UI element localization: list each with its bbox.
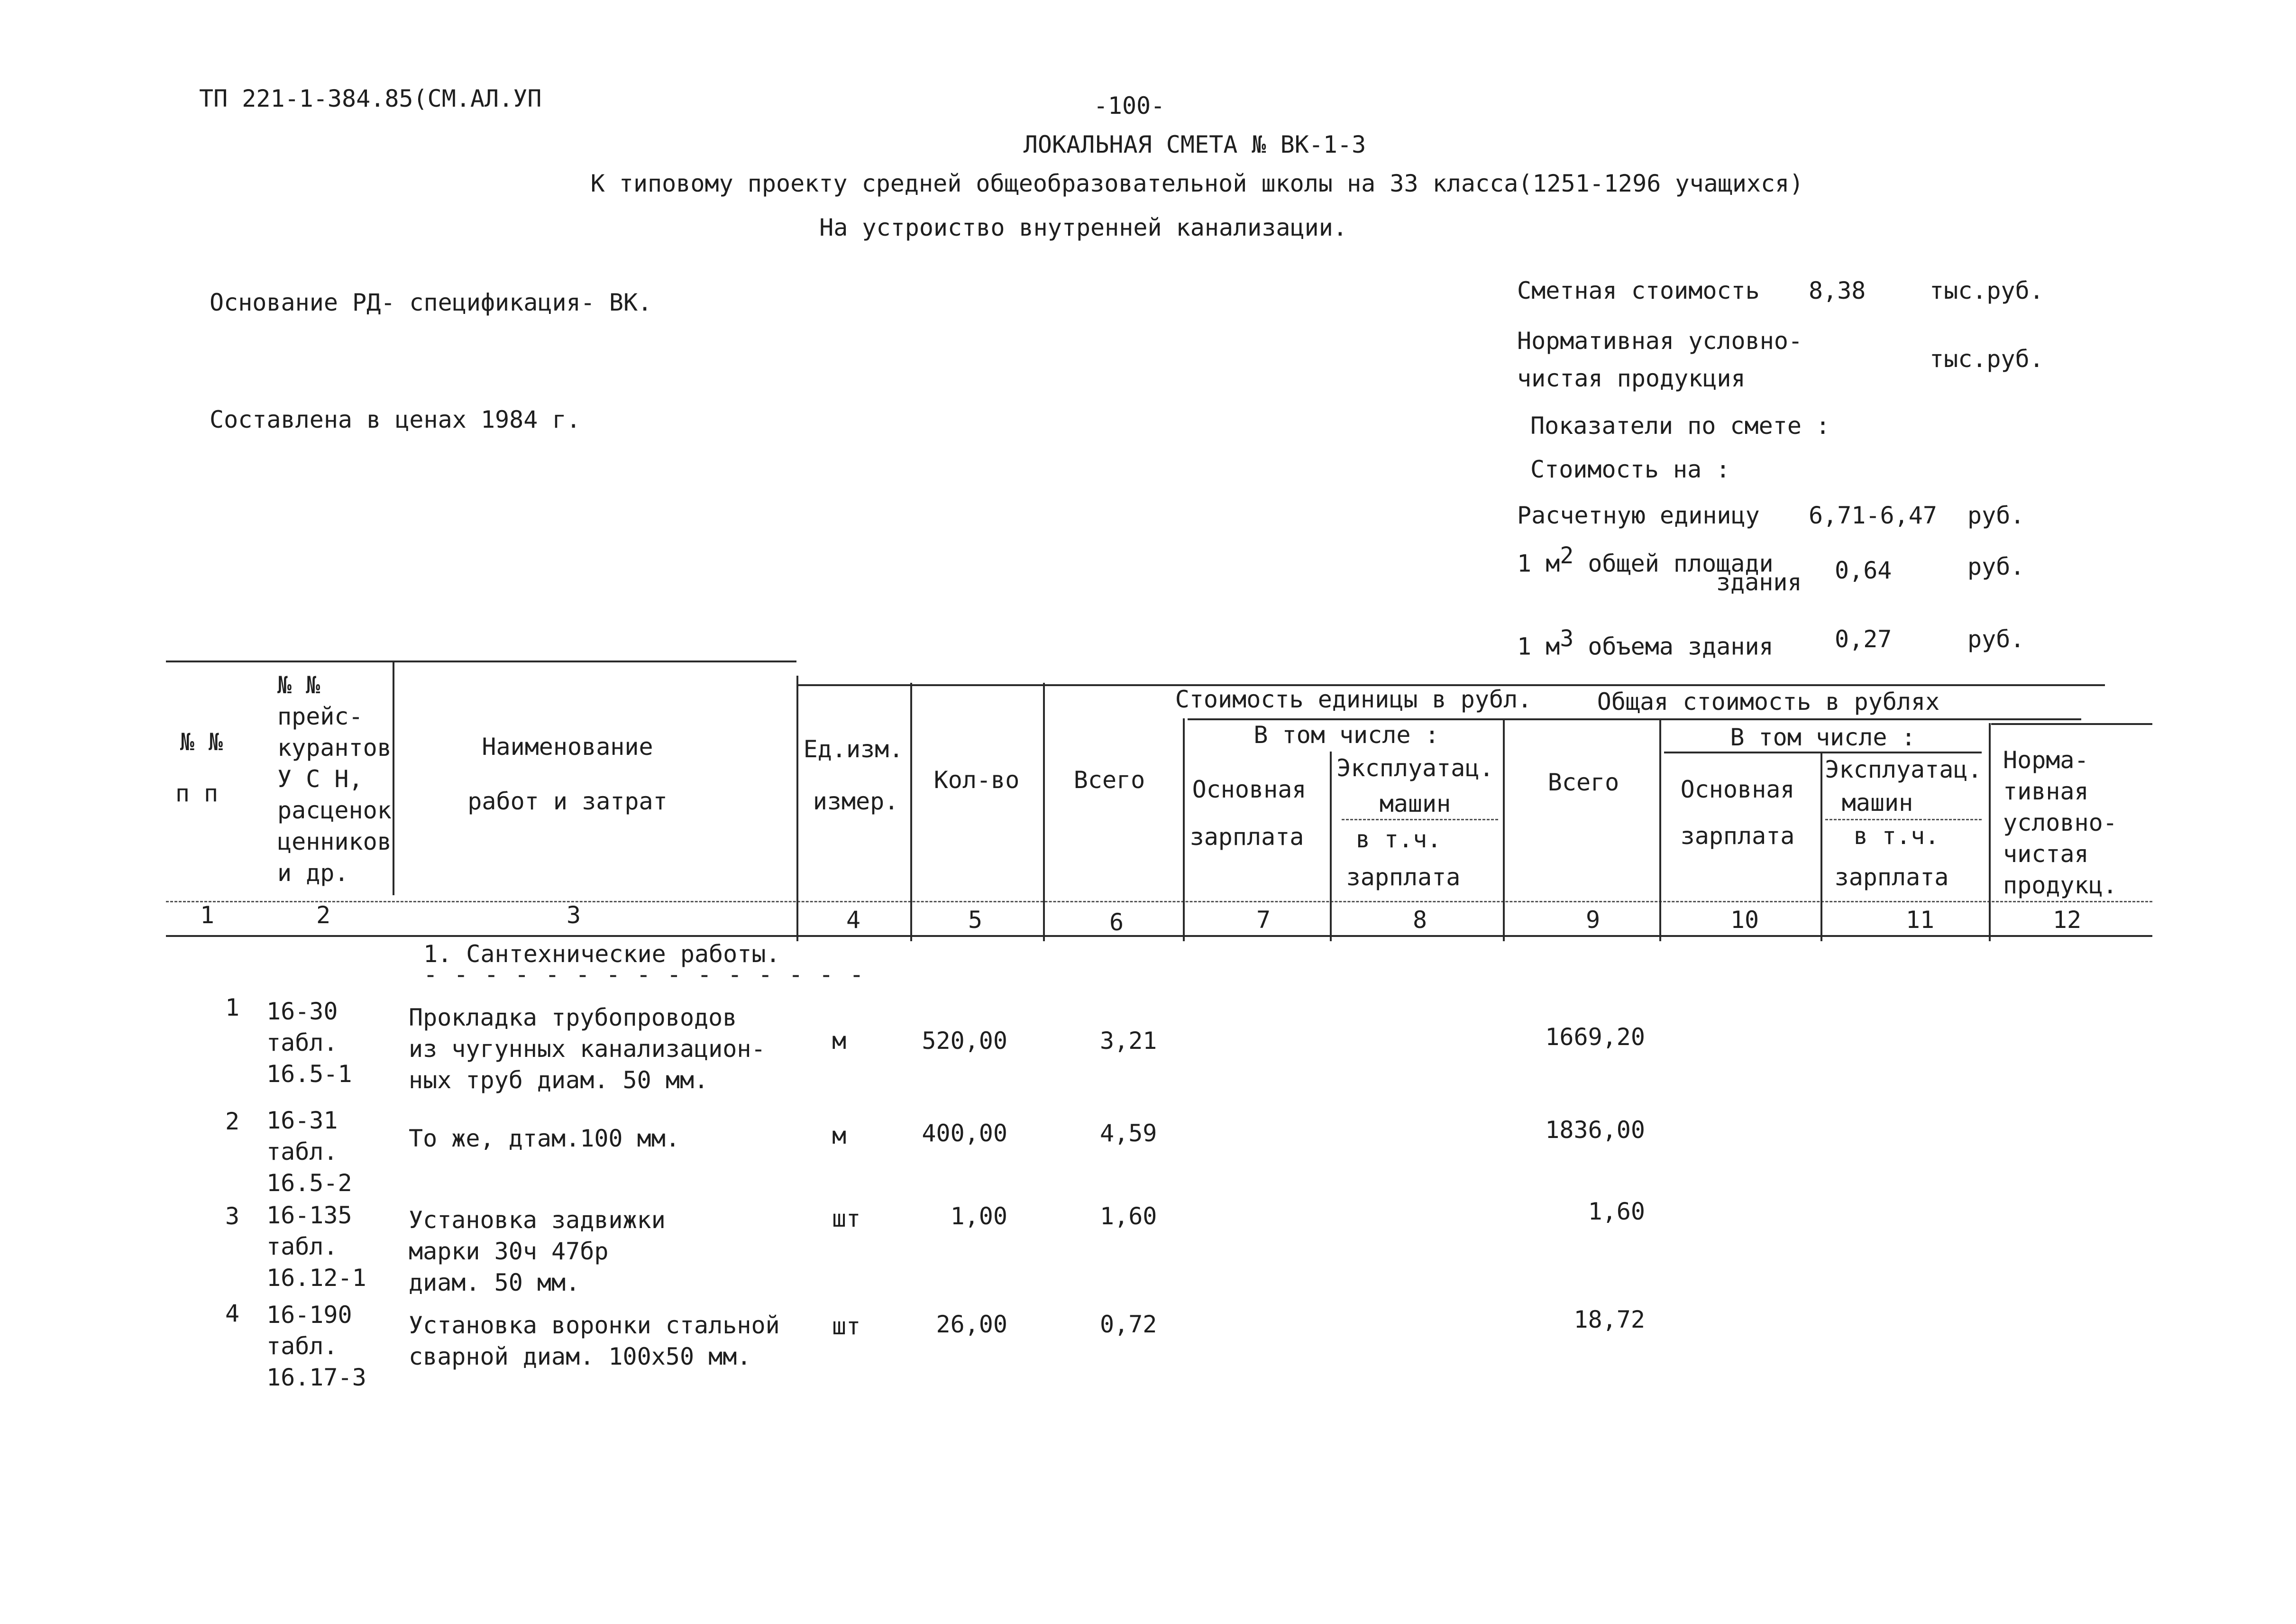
col12-line: Норма- xyxy=(2003,746,2089,774)
column-number: 11 xyxy=(1905,906,1935,934)
row-name xyxy=(409,1002,766,1096)
estimated-cost-value: 8,38 xyxy=(1809,277,1866,304)
document-code: ТП 221-1-384.85(СМ.АЛ.УП xyxy=(199,85,542,112)
estimated-cost-label: Сметная стоимость xyxy=(1517,277,1760,304)
total-cost-group-header: Общая стоимость в рублях xyxy=(1597,688,1940,716)
page-title: ЛОКАЛЬНАЯ СМЕТА № ВК-1-3 xyxy=(1023,131,1366,158)
per-m2-sup: 2 xyxy=(1560,542,1574,569)
row-code xyxy=(266,1200,366,1294)
col8-header-3: в т.ч. xyxy=(1355,826,1442,853)
per-m2-label-2: здания xyxy=(1716,569,1802,596)
row-number: 4 xyxy=(225,1300,240,1327)
row-unit: м xyxy=(832,1122,847,1149)
col7-header-1: Основная xyxy=(1192,776,1307,803)
col11-header-4: зарплата xyxy=(1834,863,1949,891)
page-number: -100- xyxy=(1093,92,1165,119)
row-name xyxy=(409,1123,680,1154)
per-m3-text: объема здания xyxy=(1573,633,1774,661)
row-code-line: 16-135 xyxy=(266,1202,352,1229)
per-m3-prefix: 1 м xyxy=(1517,633,1560,661)
col8-header-4: зарплата xyxy=(1346,863,1461,891)
col11-header-3: в т.ч. xyxy=(1853,822,1939,850)
col2-header xyxy=(277,670,392,889)
col2-line: расценок xyxy=(277,797,392,824)
row-code-line: 16-190 xyxy=(266,1301,352,1329)
row-name-line: Прокладка трубопроводов xyxy=(409,1004,737,1031)
row-name-line: сварной диам. 100х50 мм. xyxy=(409,1343,751,1370)
row-unit-total: 0,72 xyxy=(1100,1311,1157,1338)
row-code-line: табл. xyxy=(266,1332,338,1360)
per-m2-unit: руб. xyxy=(1967,553,2025,580)
col12-line: чистая xyxy=(2003,840,2089,868)
section-underline: - - - - - - - - - - - - - - - xyxy=(423,961,865,988)
row-code-line: 16.5-1 xyxy=(266,1060,352,1088)
col2-line: курантов xyxy=(277,734,392,762)
column-number: 2 xyxy=(316,901,331,929)
per-unit-value: 6,71-6,47 xyxy=(1809,502,1937,529)
page-subtitle: К типовому проекту средней общеобразовательной школы на 33 класса(1251-1296 учащихся) xyxy=(590,170,1804,197)
column-number: 9 xyxy=(1585,906,1601,934)
column-number: 1 xyxy=(200,901,215,929)
row-code-line: 16.12-1 xyxy=(266,1264,366,1292)
col12-header xyxy=(2003,744,2117,901)
incl-header-total: В том числе : xyxy=(1730,724,1916,751)
column-number: 5 xyxy=(968,906,983,934)
row-unit-total: 4,59 xyxy=(1100,1119,1157,1147)
col10-header-2: зарплата xyxy=(1680,822,1795,850)
col2-line: прейс- xyxy=(277,703,363,730)
per-m3-sup: 3 xyxy=(1560,625,1574,652)
incl-header-unit: В том числе : xyxy=(1253,721,1439,749)
row-number: 2 xyxy=(225,1108,240,1135)
estimate-purpose: На устроиство внутренней канализации. xyxy=(819,214,1347,241)
net-product-label-1: Нормативная условно- xyxy=(1517,327,1803,355)
row-unit: шт xyxy=(832,1205,861,1232)
col4-header-1: Ед.изм. xyxy=(803,735,904,763)
row-unit: шт xyxy=(832,1312,861,1340)
row-grand-total: 1836,00 xyxy=(1545,1116,1645,1144)
per-unit-unit: руб. xyxy=(1967,502,2025,529)
col11-header-1: Эксплуатац. xyxy=(1825,756,1982,783)
col9-header: Всего xyxy=(1547,769,1619,796)
basis-text: Основание РД- спецификация- ВК. xyxy=(210,289,652,316)
per-m2-value: 0,64 xyxy=(1835,557,1892,584)
col2-line: ценников xyxy=(277,828,392,855)
column-number: 7 xyxy=(1256,906,1271,934)
per-m2-prefix: 1 м xyxy=(1517,550,1560,578)
column-number: 8 xyxy=(1412,906,1427,934)
col3-header-2: работ и затрат xyxy=(467,788,668,815)
col12-line: продукц. xyxy=(2003,872,2117,899)
row-code xyxy=(266,1105,352,1199)
row-number: 1 xyxy=(225,994,240,1021)
indicators-label: Показатели по смете : xyxy=(1530,412,1830,440)
col5-header: Кол-во xyxy=(933,766,1020,794)
col7-header-2: зарплата xyxy=(1189,823,1304,851)
per-m3-unit: руб. xyxy=(1967,625,2025,653)
col2-line: У С Н, xyxy=(277,765,363,793)
row-name-line: марки 30ч 47бр xyxy=(409,1238,609,1265)
column-number: 6 xyxy=(1109,908,1124,936)
cost-per-label: Стоимость на : xyxy=(1530,456,1730,483)
col1-header-1: № № xyxy=(180,728,223,756)
col12-line: условно- xyxy=(2003,809,2117,836)
row-code-line: табл. xyxy=(266,1138,338,1165)
row-unit-total: 1,60 xyxy=(1100,1202,1157,1230)
row-quantity: 520,00 xyxy=(922,1027,1007,1055)
row-code-line: 16-31 xyxy=(266,1107,338,1134)
col2-line: и др. xyxy=(277,859,349,887)
column-number: 12 xyxy=(2052,906,2082,934)
per-m3-value: 0,27 xyxy=(1835,625,1892,653)
col8-header-2: машин xyxy=(1379,790,1451,817)
per-unit-label: Расчетную единицу xyxy=(1517,502,1760,529)
row-code-line: 16.17-3 xyxy=(266,1364,366,1391)
col12-line: тивная xyxy=(2003,778,2089,805)
row-name xyxy=(409,1204,666,1298)
row-code-line: табл. xyxy=(266,1029,338,1056)
row-name-line: Установка задвижки xyxy=(409,1206,666,1234)
col6-header: Всего xyxy=(1073,766,1145,794)
row-quantity: 26,00 xyxy=(936,1311,1007,1338)
column-number: 10 xyxy=(1730,906,1759,934)
col3-header-1: Наименование xyxy=(482,733,653,761)
net-product-label-2: чистая продукция xyxy=(1517,365,1746,392)
row-quantity: 1,00 xyxy=(950,1202,1007,1230)
per-m3-label xyxy=(1517,627,1774,659)
col10-header-1: Основная xyxy=(1680,776,1795,803)
row-quantity: 400,00 xyxy=(922,1119,1007,1147)
prices-year-text: Составлена в ценах 1984 г. xyxy=(210,406,581,433)
col11-header-2: машин xyxy=(1841,789,1913,817)
col1-header-2: п п xyxy=(175,780,219,807)
per-m2-text: общей площади xyxy=(1573,550,1774,578)
row-name-line: диам. 50 мм. xyxy=(409,1269,580,1296)
row-name-line: Установка воронки стальной xyxy=(409,1312,780,1339)
row-code-line: 16.5-2 xyxy=(266,1169,352,1197)
row-grand-total: 1669,20 xyxy=(1545,1023,1645,1051)
row-code-line: 16-30 xyxy=(266,998,338,1025)
row-name-line: ных труб диам. 50 мм. xyxy=(409,1066,709,1094)
row-code-line: табл. xyxy=(266,1233,338,1260)
row-unit-total: 3,21 xyxy=(1100,1027,1157,1055)
section-title: 1. Сантехнические работы. xyxy=(423,940,780,968)
row-number: 3 xyxy=(225,1202,240,1230)
estimated-cost-unit: тыс.руб. xyxy=(1930,277,2044,304)
row-name xyxy=(409,1310,780,1372)
row-code xyxy=(266,996,352,1090)
col2-line: № № xyxy=(277,671,320,699)
row-name-line: из чугунных канализацион- xyxy=(409,1035,766,1063)
row-code xyxy=(266,1299,366,1393)
row-unit: м xyxy=(832,1027,847,1055)
net-product-unit: тыс.руб. xyxy=(1930,345,2044,373)
col8-header-1: Эксплуатац. xyxy=(1336,754,1494,782)
col4-header-2: измер. xyxy=(813,788,899,815)
column-number: 4 xyxy=(846,906,861,934)
row-grand-total: 18,72 xyxy=(1573,1306,1645,1333)
row-name-line: То же, дтам.100 мм. xyxy=(409,1125,680,1152)
unit-cost-group-header: Стоимость единицы в рубл. xyxy=(1175,686,1532,713)
column-number: 3 xyxy=(566,901,581,929)
row-grand-total: 1,60 xyxy=(1588,1198,1645,1225)
